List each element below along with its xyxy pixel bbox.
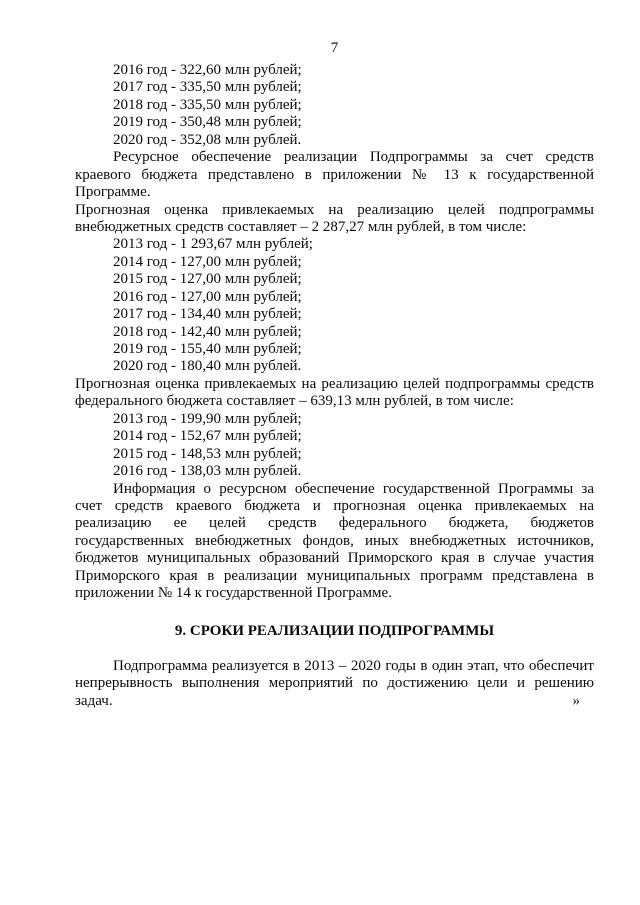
list-item: 2015 год - 148,53 млн рублей;	[113, 445, 302, 462]
list-item: 2016 год - 127,00 млн рублей;	[113, 288, 302, 305]
list-item: 2019 год - 155,40 млн рублей;	[113, 341, 302, 357]
text-line: Информация о ресурсном обеспечение государственной Программы за	[113, 480, 594, 497]
text-line: Приморского края в реализации муниципальных программ представлена в	[75, 567, 594, 584]
text-line: Подпрограмма реализуется в 2013 – 2020 годы в один этап, что обеспечит	[113, 657, 594, 674]
text-line: внебюджетных средств составляет – 2 287,27 млн рублей, в том числе:	[75, 218, 527, 235]
federal-year-list	[75, 411, 594, 481]
text-line: бюджетов муниципальных образований Приморского края в случае участия	[75, 550, 594, 567]
text-line: Ресурсное обеспечение реализации Подпрограммы за счет средств	[113, 149, 594, 166]
list-item: 2016 год - 138,03 млн рублей.	[113, 463, 302, 480]
timeline-paragraph	[75, 658, 594, 710]
text-line: Программе.	[75, 184, 151, 201]
list-item: 2014 год - 127,00 млн рублей;	[113, 253, 302, 270]
extrabudgetary-year-list	[75, 236, 594, 376]
list-item: 2020 год - 352,08 млн рублей.	[113, 131, 302, 148]
list-item: 2015 год - 127,00 млн рублей;	[113, 271, 302, 288]
text-line: федерального бюджета составляет – 639,13 млн рублей, в том числе:	[75, 393, 514, 410]
list-item: 2014 год - 152,67 млн рублей;	[113, 428, 302, 445]
list-item: 2019 год - 350,48 млн рублей;	[113, 114, 302, 131]
federal-budget-paragraph	[75, 376, 594, 411]
list-item: 2020 год - 180,40 млн рублей.	[113, 358, 302, 375]
text-line: Прогнозная оценка привлекаемых на реализацию целей подпрограммы средств	[75, 375, 594, 392]
text-line: приложении № 14 к государственной Программе.	[75, 585, 392, 602]
text-line: реализацию ее целей средств федерального бюджета, бюджетов	[75, 515, 594, 532]
list-item: 2018 год - 335,50 млн рублей;	[113, 96, 302, 113]
list-item: 2017 год - 134,40 млн рублей;	[113, 306, 302, 323]
funding-list-continued	[75, 62, 594, 149]
resource-info-paragraph	[75, 481, 594, 603]
paragraph-last-line	[75, 693, 594, 710]
page-number: 7	[330, 40, 339, 56]
text-line: государственных внебюджетных фондов, иных внебюджетных источников,	[75, 532, 594, 549]
extrabudgetary-paragraph	[75, 202, 594, 237]
text-line: краевого бюджета представлено в приложении № 13 к государственной	[75, 166, 594, 183]
list-item: 2017 год - 335,50 млн рублей;	[113, 79, 302, 96]
text-line: непрерывность выполнения мероприятий по достижению цели и решению	[75, 675, 594, 692]
list-item: 2013 год - 1 293,67 млн рублей;	[113, 236, 313, 253]
closing-quote: »	[572, 692, 580, 709]
text-line: счет средств краевого бюджета и прогнозная оценка привлекаемых на	[75, 497, 594, 514]
list-item: 2018 год - 142,40 млн рублей;	[113, 323, 302, 340]
document-body	[75, 62, 594, 710]
text-line: задач.	[75, 692, 113, 709]
list-item: 2013 год - 199,90 млн рублей;	[113, 410, 302, 427]
list-item: 2016 год - 322,60 млн рублей;	[113, 62, 302, 78]
text-line: Прогнозная оценка привлекаемых на реализацию целей подпрограммы	[75, 201, 594, 218]
regional-budget-paragraph	[75, 149, 594, 201]
section-heading: 9. СРОКИ РЕАЛИЗАЦИИ ПОДПРОГРАММЫ	[174, 622, 495, 639]
